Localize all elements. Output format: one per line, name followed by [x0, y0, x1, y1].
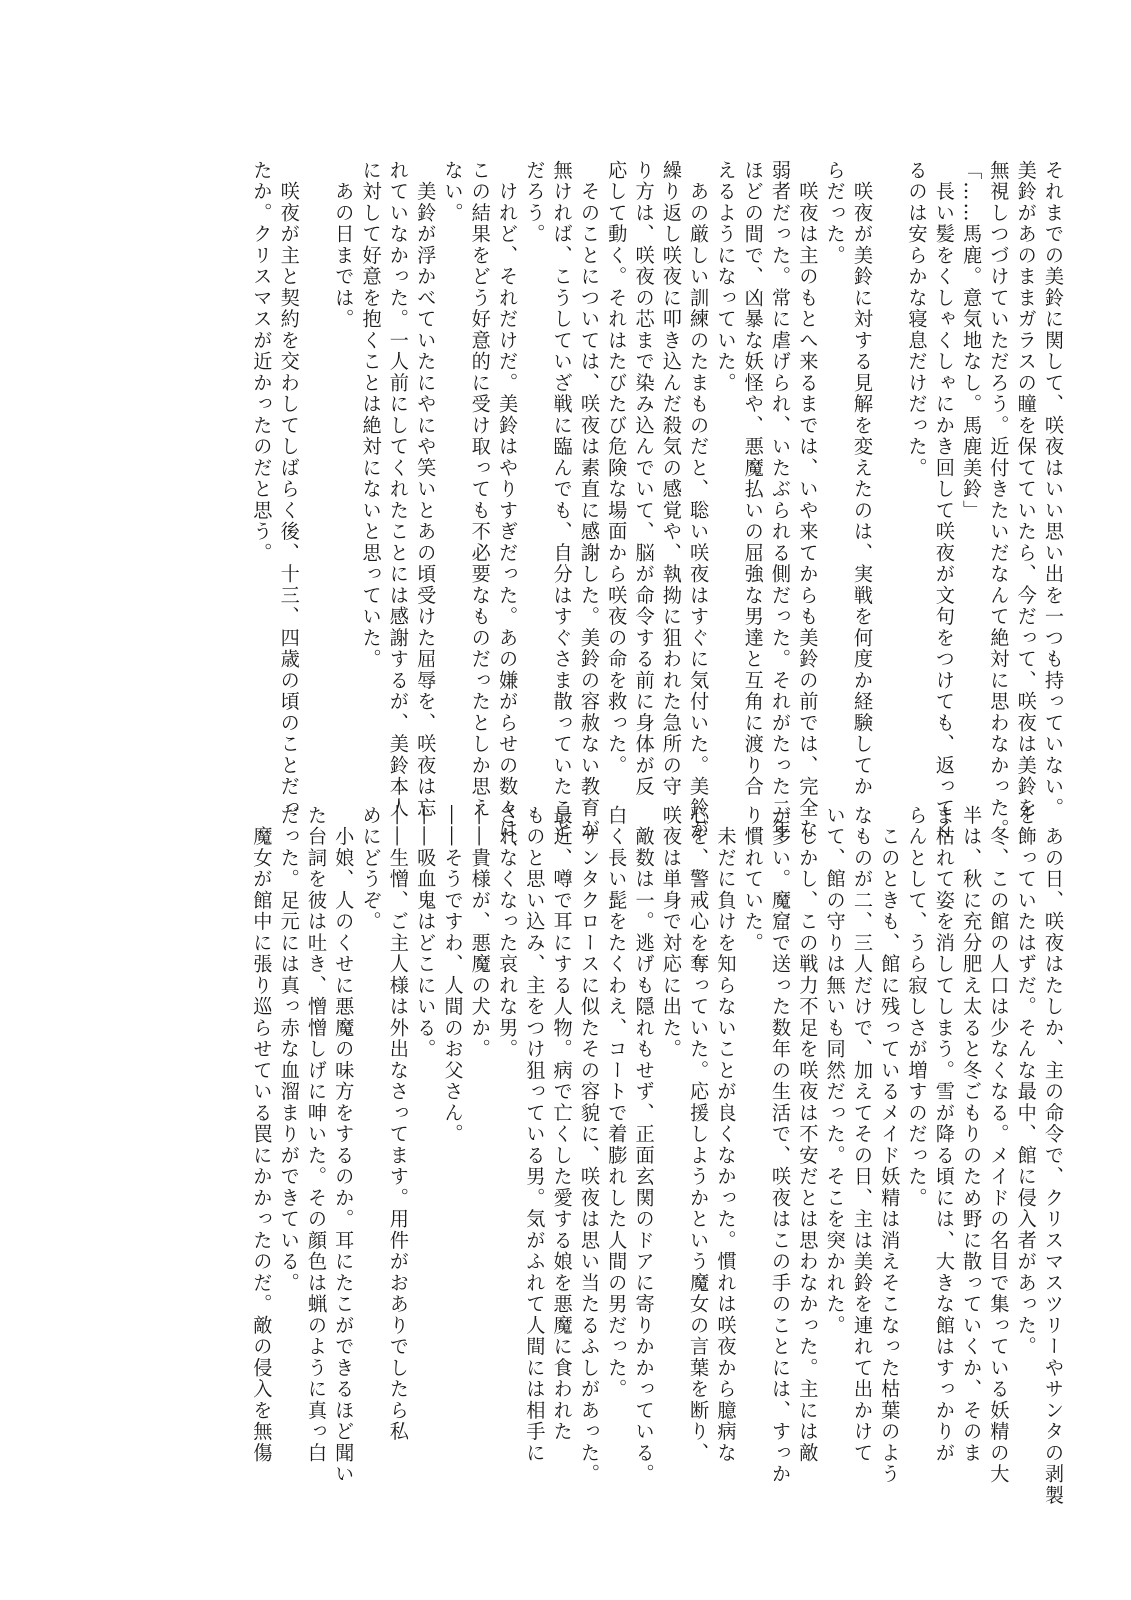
lower-text-line: 半は、秋に充分肥え太ると冬ごもりのため野に散っていくか、そのま — [960, 805, 984, 1464]
lower-text-line: 白く長い髭をたくわえ、コートで着膨れした人間の男だった。 — [605, 805, 629, 1400]
lower-text-line: を飾っていたはずだ。そんな最中、館に侵入者があった。 — [1014, 805, 1038, 1358]
upper-text-line: あの日までは。 — [332, 160, 356, 330]
upper-text-line: 弱者だった。常に虐げられ、いたぶられる側だった。それがたった二年 — [769, 160, 793, 840]
upper-text-line: それまでの美鈴に関して、咲夜はいい思い出を一つも持っていない。 — [1042, 160, 1065, 819]
upper-text-line: けれど、それだけだ。美鈴はやりすぎだった。あの嫌がらせの数々は、 — [496, 160, 520, 862]
upper-text-line — [876, 160, 903, 760]
lower-text-line: 未だに負けを知らないことが良くなかった。慣れは咲夜から臆病な — [714, 805, 738, 1464]
upper-text-line: るのは安らかな寝息だけだった。 — [905, 160, 929, 479]
upper-text-line: 無視しつづけていただろう。近付きたいだなんて絶対に思わなかった。 — [987, 160, 1011, 840]
upper-text-line: たか。クリスマスが近かったのだと思う。 — [250, 160, 274, 564]
upper-text-line: 繰り返し咲夜に叩き込んだ殺気の感覚や、執拗に狙われた急所の守 — [659, 160, 683, 798]
lower-text-line: 咲夜は単身で対応に出た。 — [659, 805, 683, 1060]
upper-text-line: れていなかった。一人前にしてくれたことには感謝するが、美鈴本人 — [386, 160, 410, 819]
lower-text-line: サンタクロースに似たその容貌に、咲夜は思い当たるふしがあった。 — [577, 805, 601, 1485]
upper-text-line: ほどの間で、凶暴な妖怪や、悪魔払いの屈強な男達と互角に渡り合 — [741, 160, 765, 798]
upper-text-line: 美鈴が浮かべていたにやにや笑いとあの頃受けた屈辱を、咲夜は忘 — [414, 160, 438, 819]
lower-text-block — [248, 805, 1067, 1507]
lower-text-line: しかし、この戦力不足を咲夜は不安だとは思わなかった。主には敵 — [796, 805, 820, 1464]
lower-text-line: いて、館の守りは無いも同然だった。そこを突かれた。 — [823, 805, 847, 1337]
upper-text-line: 咲夜は主のもとへ来るまでは、いや来てからも美鈴の前では、完全な — [796, 160, 820, 840]
upper-text-line: えるようになっていた。 — [714, 160, 738, 394]
upper-text-line: 咲夜が美鈴に対する見解を変えたのは、実戦を何度か経験してか — [850, 160, 874, 798]
upper-text-line: 無ければ、こうしていざ戦に臨んでも、自分はすぐさま散っていたこと — [550, 160, 574, 840]
lower-text-line: ――生憎、ご主人様は外出なさってます。用件がおありでしたら私 — [386, 805, 410, 1443]
lower-text-line: 心を、警戒心を奪っていた。応援しようかという魔女の言葉を断り、 — [687, 805, 711, 1464]
upper-text-line: この結果をどう好意的に受け取っても不必要なものだったとしか思え — [468, 160, 492, 819]
upper-text-line: 応して動く。それはたびたび危険な場面から咲夜の命を救った。 — [605, 160, 629, 777]
upper-text-line: 「……馬鹿。意気地なし。馬鹿美鈴」 — [960, 160, 984, 522]
lower-text-line: されなくなった哀れな男。 — [496, 805, 520, 1060]
upper-text-line: ない。 — [441, 160, 465, 224]
lower-text-line: あの日、咲夜はたしか、主の命令で、クリスマスツリーやサンタの剥製 — [1042, 805, 1065, 1507]
lower-text-line: ――吸血鬼はどこにいる。 — [414, 805, 438, 1060]
lower-text-line: 最近、噂で耳にする人物。病で亡くした愛する娘を悪魔に食われた — [550, 805, 574, 1443]
upper-text-line: あの厳しい訓練のたまものだと、聡い咲夜はすぐに気付いた。美鈴が — [687, 160, 711, 840]
lower-text-line: らんとして、うら寂しさが増すのだった。 — [905, 805, 929, 1209]
upper-text-line: 長い髪をくしゃくしゃにかき回して咲夜が文句をつけても、返ってく — [932, 160, 956, 840]
upper-text-line: らだった。 — [823, 160, 847, 267]
upper-text-line: だろう。 — [523, 160, 547, 245]
upper-text-line: 咲夜が主と契約を交わしてしばらく後、十三、四歳の頃のことだっ — [277, 160, 301, 819]
lower-text-line: た台詞を彼は吐き、憎憎しげに呻いた。その顔色は蝋のように真っ白 — [304, 805, 328, 1464]
lower-text-line: ――貴様が、悪魔の犬か。 — [468, 805, 492, 1060]
lower-text-line: このときも、館に残っているメイド妖精は消えそこなった枯葉のよう — [878, 805, 902, 1485]
lower-text-line: 魔女が館中に張り巡らせている罠にかかったのだ。敵の侵入を無傷 — [250, 805, 274, 1464]
upper-text-line: に対して好意を抱くことは絶対にないと思っていた。 — [359, 160, 383, 670]
lower-text-line: なものが二、三人だけで、加えてその日、主は美鈴を連れて出かけて — [850, 805, 874, 1464]
lower-text-line: り慣れていた。 — [741, 805, 765, 954]
lower-text-line: ――そうですわ、人間のお父さん。 — [441, 805, 465, 1145]
lower-text-line: ま枯れて姿を消してしまう。雪が降る頃には、大きな館はすっかりが — [932, 805, 956, 1464]
upper-text-line: り方は、咲夜の芯まで染み込んでいて、脳が命令する前に身体が反 — [632, 160, 656, 798]
lower-text-line: 敵数は一。逃げも隠れもせず、正面玄関のドアに寄りかかっている。 — [632, 805, 656, 1485]
lower-text-line: ものと思い込み、主をつけ狙っている男。気がふれて人間には相手に — [523, 805, 547, 1464]
upper-text-line — [303, 160, 330, 760]
lower-text-line: 小娘、人のくせに悪魔の味方をするのか。耳にたこができるほど聞い — [332, 805, 356, 1485]
upper-text-line: 美鈴があのままガラスの瞳を保てていたら、今だって、咲夜は美鈴を — [1014, 160, 1038, 819]
lower-text-line: めにどうぞ。 — [359, 805, 383, 933]
lower-text-line: が多い。魔窟で送った数年の生活で、咲夜はこの手のことには、すっか — [769, 805, 793, 1485]
lower-text-line: 冬、この館の人口は少なくなる。メイドの名目で集っている妖精の大 — [987, 805, 1011, 1485]
upper-text-block — [248, 160, 1067, 862]
upper-text-line: そのことについては、咲夜は素直に感謝した。美鈴の容赦ない教育が — [577, 160, 601, 840]
lower-text-line: だった。足元には真っ赤な血溜まりができている。 — [277, 805, 301, 1294]
